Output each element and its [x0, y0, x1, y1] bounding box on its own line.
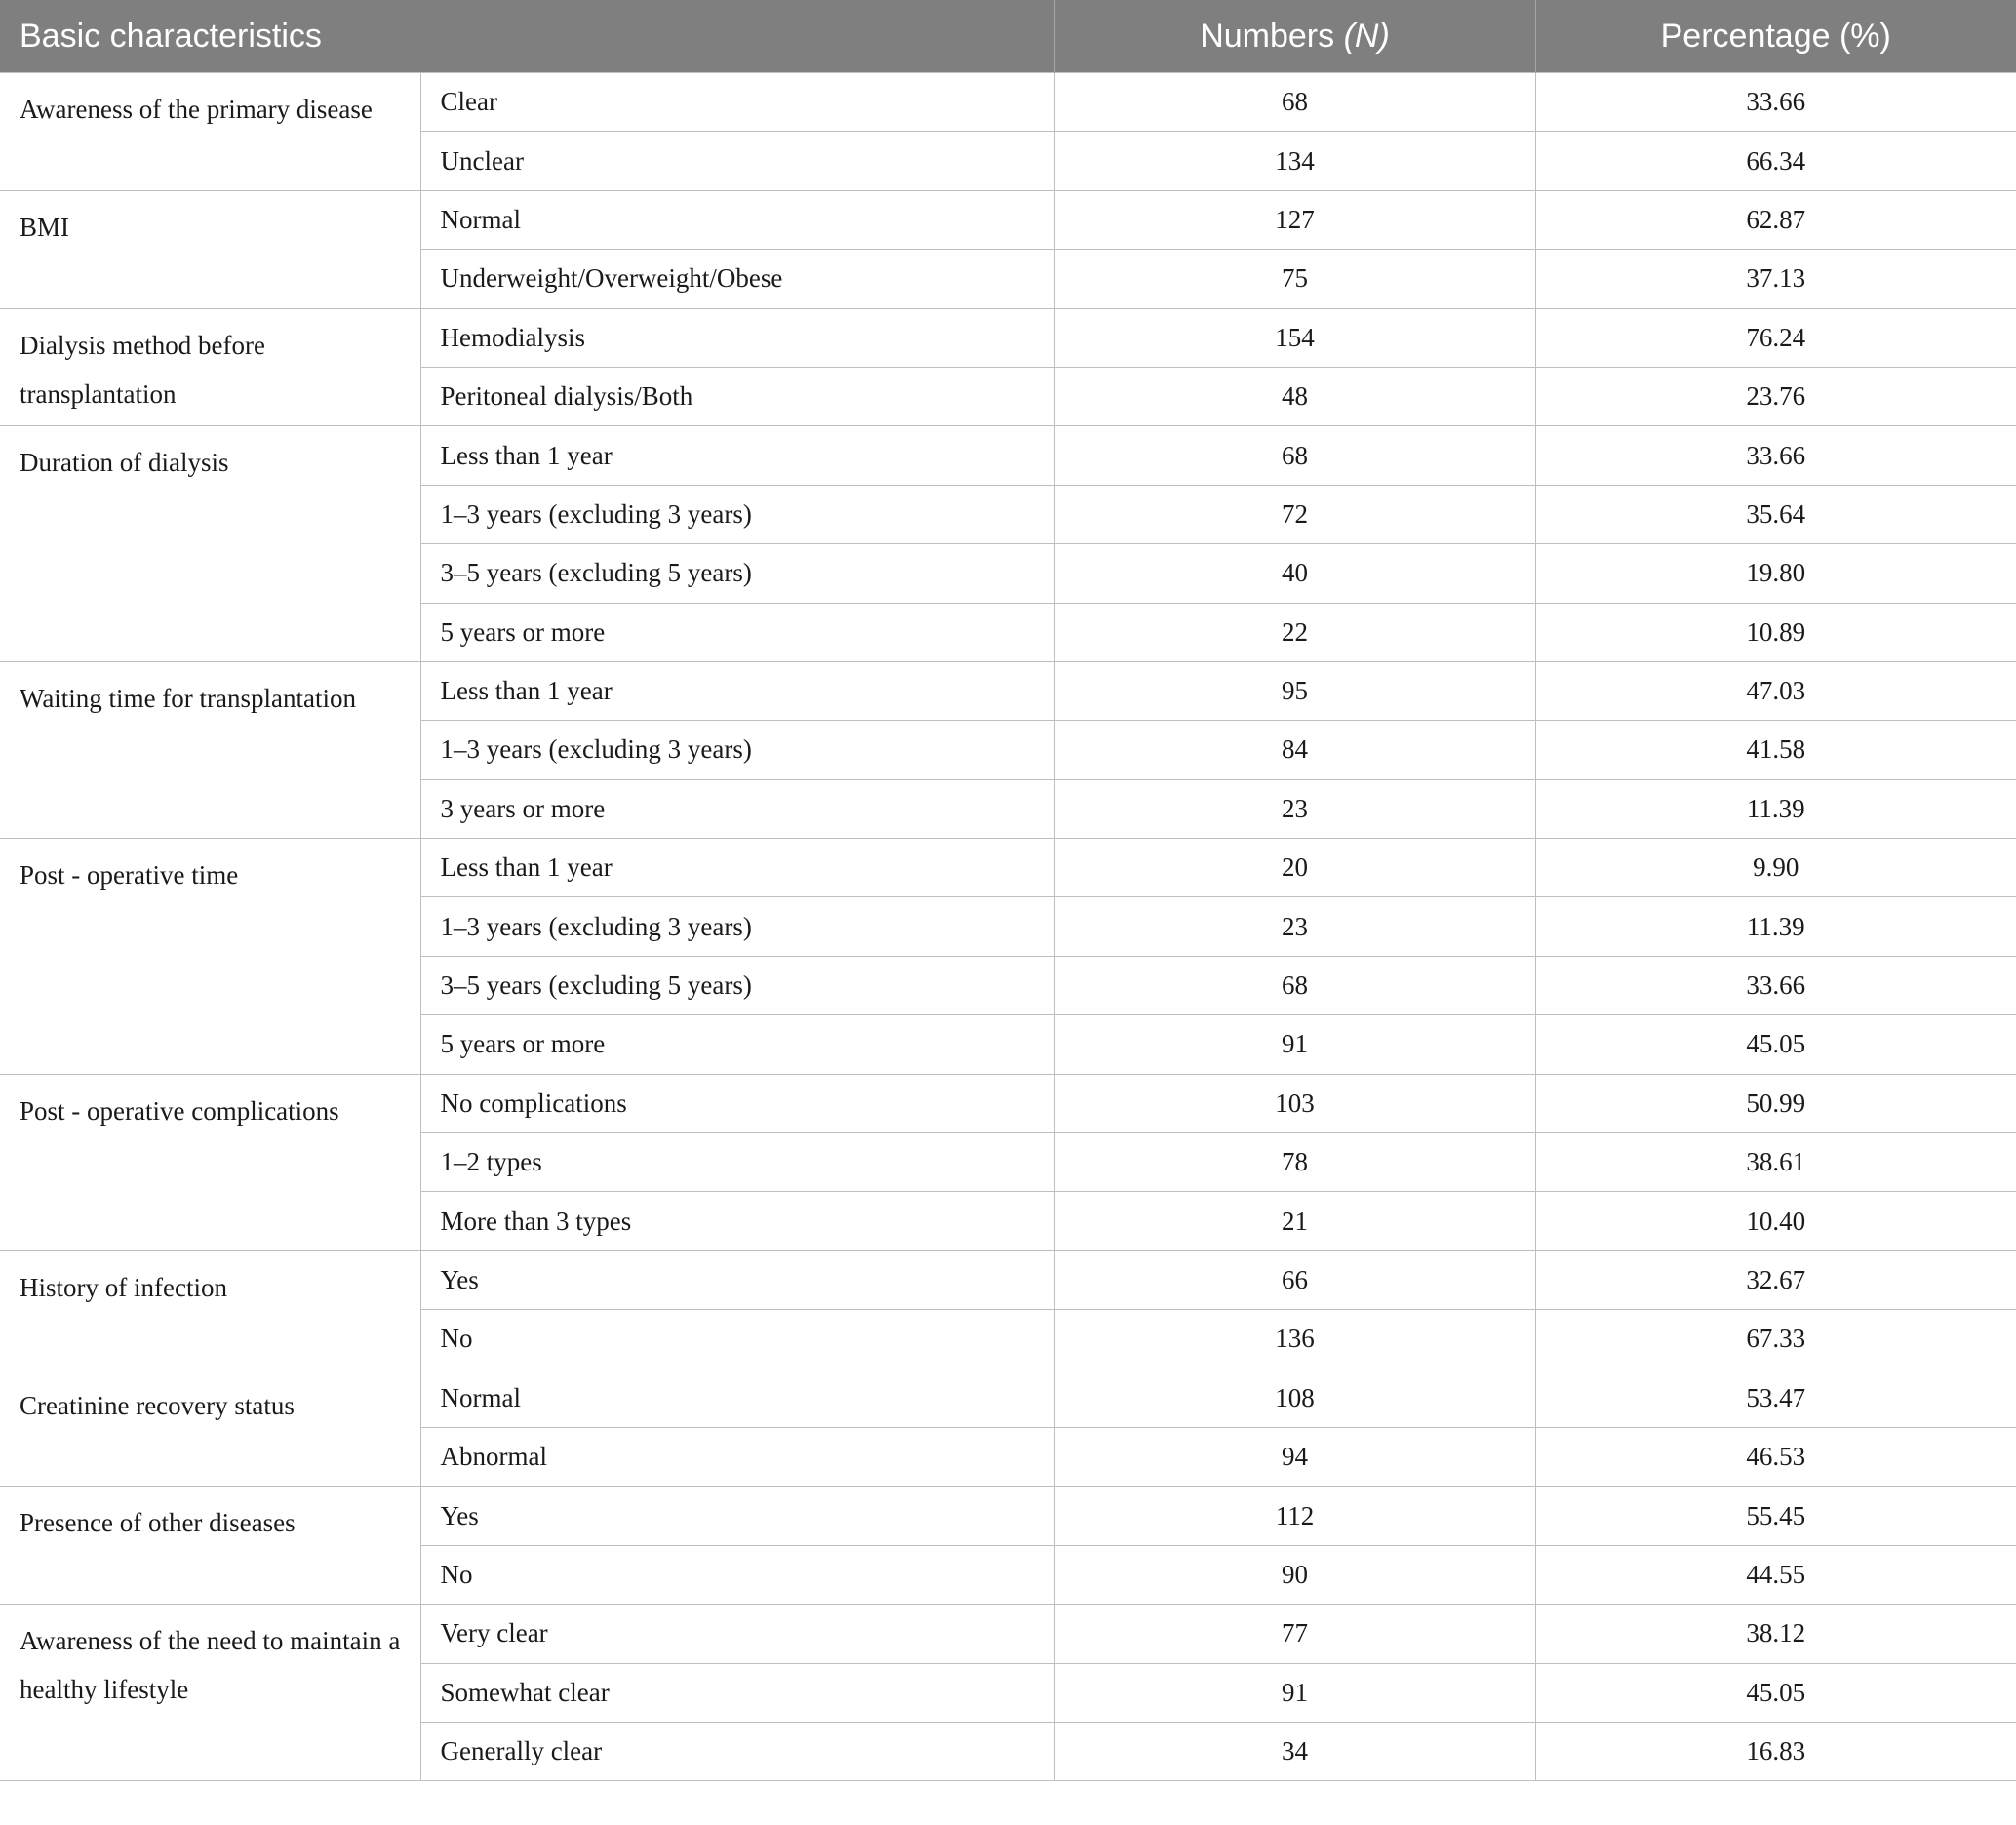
- category-cell: Waiting time for transplantation: [0, 661, 420, 838]
- subcategory-cell: Yes: [420, 1487, 1054, 1545]
- header-numbers-text: Numbers: [1200, 17, 1344, 55]
- subcategory-cell: 3 years or more: [420, 779, 1054, 838]
- count-cell: 127: [1054, 190, 1535, 249]
- subcategory-cell: Generally clear: [420, 1722, 1054, 1780]
- count-cell: 154: [1054, 308, 1535, 367]
- table-row: [0, 1250, 2016, 1309]
- table-row: [0, 1487, 2016, 1545]
- subcategory-cell: Very clear: [420, 1605, 1054, 1663]
- header-numbers: [1054, 0, 1535, 73]
- count-cell: 21: [1054, 1192, 1535, 1250]
- count-cell: 40: [1054, 544, 1535, 603]
- count-cell: 103: [1054, 1074, 1535, 1132]
- percentage-cell: 35.64: [1535, 485, 2016, 543]
- count-cell: 68: [1054, 956, 1535, 1014]
- subcategory-cell: 1–2 types: [420, 1133, 1054, 1192]
- table-row: [0, 426, 2016, 485]
- count-cell: 91: [1054, 1663, 1535, 1722]
- percentage-cell: 33.66: [1535, 426, 2016, 485]
- count-cell: 84: [1054, 721, 1535, 779]
- percentage-cell: 62.87: [1535, 190, 2016, 249]
- count-cell: 48: [1054, 367, 1535, 425]
- count-cell: 22: [1054, 603, 1535, 661]
- count-cell: 90: [1054, 1545, 1535, 1604]
- count-cell: 108: [1054, 1369, 1535, 1427]
- subcategory-cell: No: [420, 1545, 1054, 1604]
- subcategory-cell: 1–3 years (excluding 3 years): [420, 721, 1054, 779]
- percentage-cell: 10.89: [1535, 603, 2016, 661]
- table-row: [0, 1605, 2016, 1663]
- header-percentage: Percentage (%): [1535, 0, 2016, 73]
- subcategory-cell: Less than 1 year: [420, 661, 1054, 720]
- subcategory-cell: Clear: [420, 73, 1054, 132]
- percentage-cell: 16.83: [1535, 1722, 2016, 1780]
- count-cell: 23: [1054, 897, 1535, 956]
- count-cell: 23: [1054, 779, 1535, 838]
- subcategory-cell: Yes: [420, 1250, 1054, 1309]
- percentage-cell: 45.05: [1535, 1015, 2016, 1074]
- subcategory-cell: 5 years or more: [420, 1015, 1054, 1074]
- percentage-cell: 53.47: [1535, 1369, 2016, 1427]
- count-cell: 136: [1054, 1310, 1535, 1369]
- header-basic-characteristics: Basic characteristics: [0, 0, 1054, 73]
- table-row: [0, 1074, 2016, 1132]
- subcategory-cell: 5 years or more: [420, 603, 1054, 661]
- subcategory-cell: 1–3 years (excluding 3 years): [420, 485, 1054, 543]
- category-cell: Dialysis method before transplantation: [0, 308, 420, 426]
- percentage-cell: 23.76: [1535, 367, 2016, 425]
- subcategory-cell: Less than 1 year: [420, 839, 1054, 897]
- percentage-cell: 76.24: [1535, 308, 2016, 367]
- table-row: [0, 308, 2016, 367]
- count-cell: 72: [1054, 485, 1535, 543]
- category-cell: BMI: [0, 190, 420, 308]
- percentage-cell: 55.45: [1535, 1487, 2016, 1545]
- count-cell: 34: [1054, 1722, 1535, 1780]
- subcategory-cell: 3–5 years (excluding 5 years): [420, 544, 1054, 603]
- category-cell: Presence of other diseases: [0, 1487, 420, 1605]
- category-cell: Duration of dialysis: [0, 426, 420, 662]
- percentage-cell: 38.61: [1535, 1133, 2016, 1192]
- subcategory-cell: Less than 1 year: [420, 426, 1054, 485]
- percentage-cell: 50.99: [1535, 1074, 2016, 1132]
- subcategory-cell: Peritoneal dialysis/Both: [420, 367, 1054, 425]
- subcategory-cell: 3–5 years (excluding 5 years): [420, 956, 1054, 1014]
- count-cell: 75: [1054, 250, 1535, 308]
- table-row: [0, 1369, 2016, 1427]
- category-cell: Awareness of the primary disease: [0, 73, 420, 191]
- count-cell: 95: [1054, 661, 1535, 720]
- table-header: [0, 0, 2016, 73]
- count-cell: 112: [1054, 1487, 1535, 1545]
- count-cell: 94: [1054, 1427, 1535, 1486]
- percentage-cell: 38.12: [1535, 1605, 2016, 1663]
- subcategory-cell: No complications: [420, 1074, 1054, 1132]
- count-cell: 134: [1054, 132, 1535, 190]
- category-cell: Post - operative time: [0, 839, 420, 1075]
- percentage-cell: 44.55: [1535, 1545, 2016, 1604]
- table-row: [0, 190, 2016, 249]
- subcategory-cell: Underweight/Overweight/Obese: [420, 250, 1054, 308]
- table-row: [0, 661, 2016, 720]
- percentage-cell: 32.67: [1535, 1250, 2016, 1309]
- percentage-cell: 11.39: [1535, 897, 2016, 956]
- category-cell: Creatinine recovery status: [0, 1369, 420, 1487]
- count-cell: 78: [1054, 1133, 1535, 1192]
- category-cell: Post - operative complications: [0, 1074, 420, 1250]
- count-cell: 91: [1054, 1015, 1535, 1074]
- percentage-cell: 10.40: [1535, 1192, 2016, 1250]
- percentage-cell: 46.53: [1535, 1427, 2016, 1486]
- table-row: [0, 839, 2016, 897]
- count-cell: 68: [1054, 426, 1535, 485]
- percentage-cell: 41.58: [1535, 721, 2016, 779]
- subcategory-cell: Normal: [420, 190, 1054, 249]
- percentage-cell: 67.33: [1535, 1310, 2016, 1369]
- subcategory-cell: More than 3 types: [420, 1192, 1054, 1250]
- table-row: [0, 73, 2016, 132]
- subcategory-cell: Unclear: [420, 132, 1054, 190]
- percentage-cell: 11.39: [1535, 779, 2016, 838]
- percentage-cell: 19.80: [1535, 544, 2016, 603]
- category-cell: History of infection: [0, 1250, 420, 1369]
- count-cell: 68: [1054, 73, 1535, 132]
- percentage-cell: 9.90: [1535, 839, 2016, 897]
- percentage-cell: 33.66: [1535, 73, 2016, 132]
- subcategory-cell: No: [420, 1310, 1054, 1369]
- count-cell: 66: [1054, 1250, 1535, 1309]
- count-cell: 77: [1054, 1605, 1535, 1663]
- percentage-cell: 37.13: [1535, 250, 2016, 308]
- subcategory-cell: 1–3 years (excluding 3 years): [420, 897, 1054, 956]
- subcategory-cell: Normal: [420, 1369, 1054, 1427]
- percentage-cell: 45.05: [1535, 1663, 2016, 1722]
- percentage-cell: 66.34: [1535, 132, 2016, 190]
- subcategory-cell: Abnormal: [420, 1427, 1054, 1486]
- percentage-cell: 33.66: [1535, 956, 2016, 1014]
- count-cell: 20: [1054, 839, 1535, 897]
- subcategory-cell: Somewhat clear: [420, 1663, 1054, 1722]
- category-cell: Awareness of the need to maintain a healthy lifestyle: [0, 1605, 420, 1781]
- header-numbers-n: (N): [1343, 17, 1390, 55]
- percentage-cell: 47.03: [1535, 661, 2016, 720]
- table-body: [0, 73, 2016, 1781]
- subcategory-cell: Hemodialysis: [420, 308, 1054, 367]
